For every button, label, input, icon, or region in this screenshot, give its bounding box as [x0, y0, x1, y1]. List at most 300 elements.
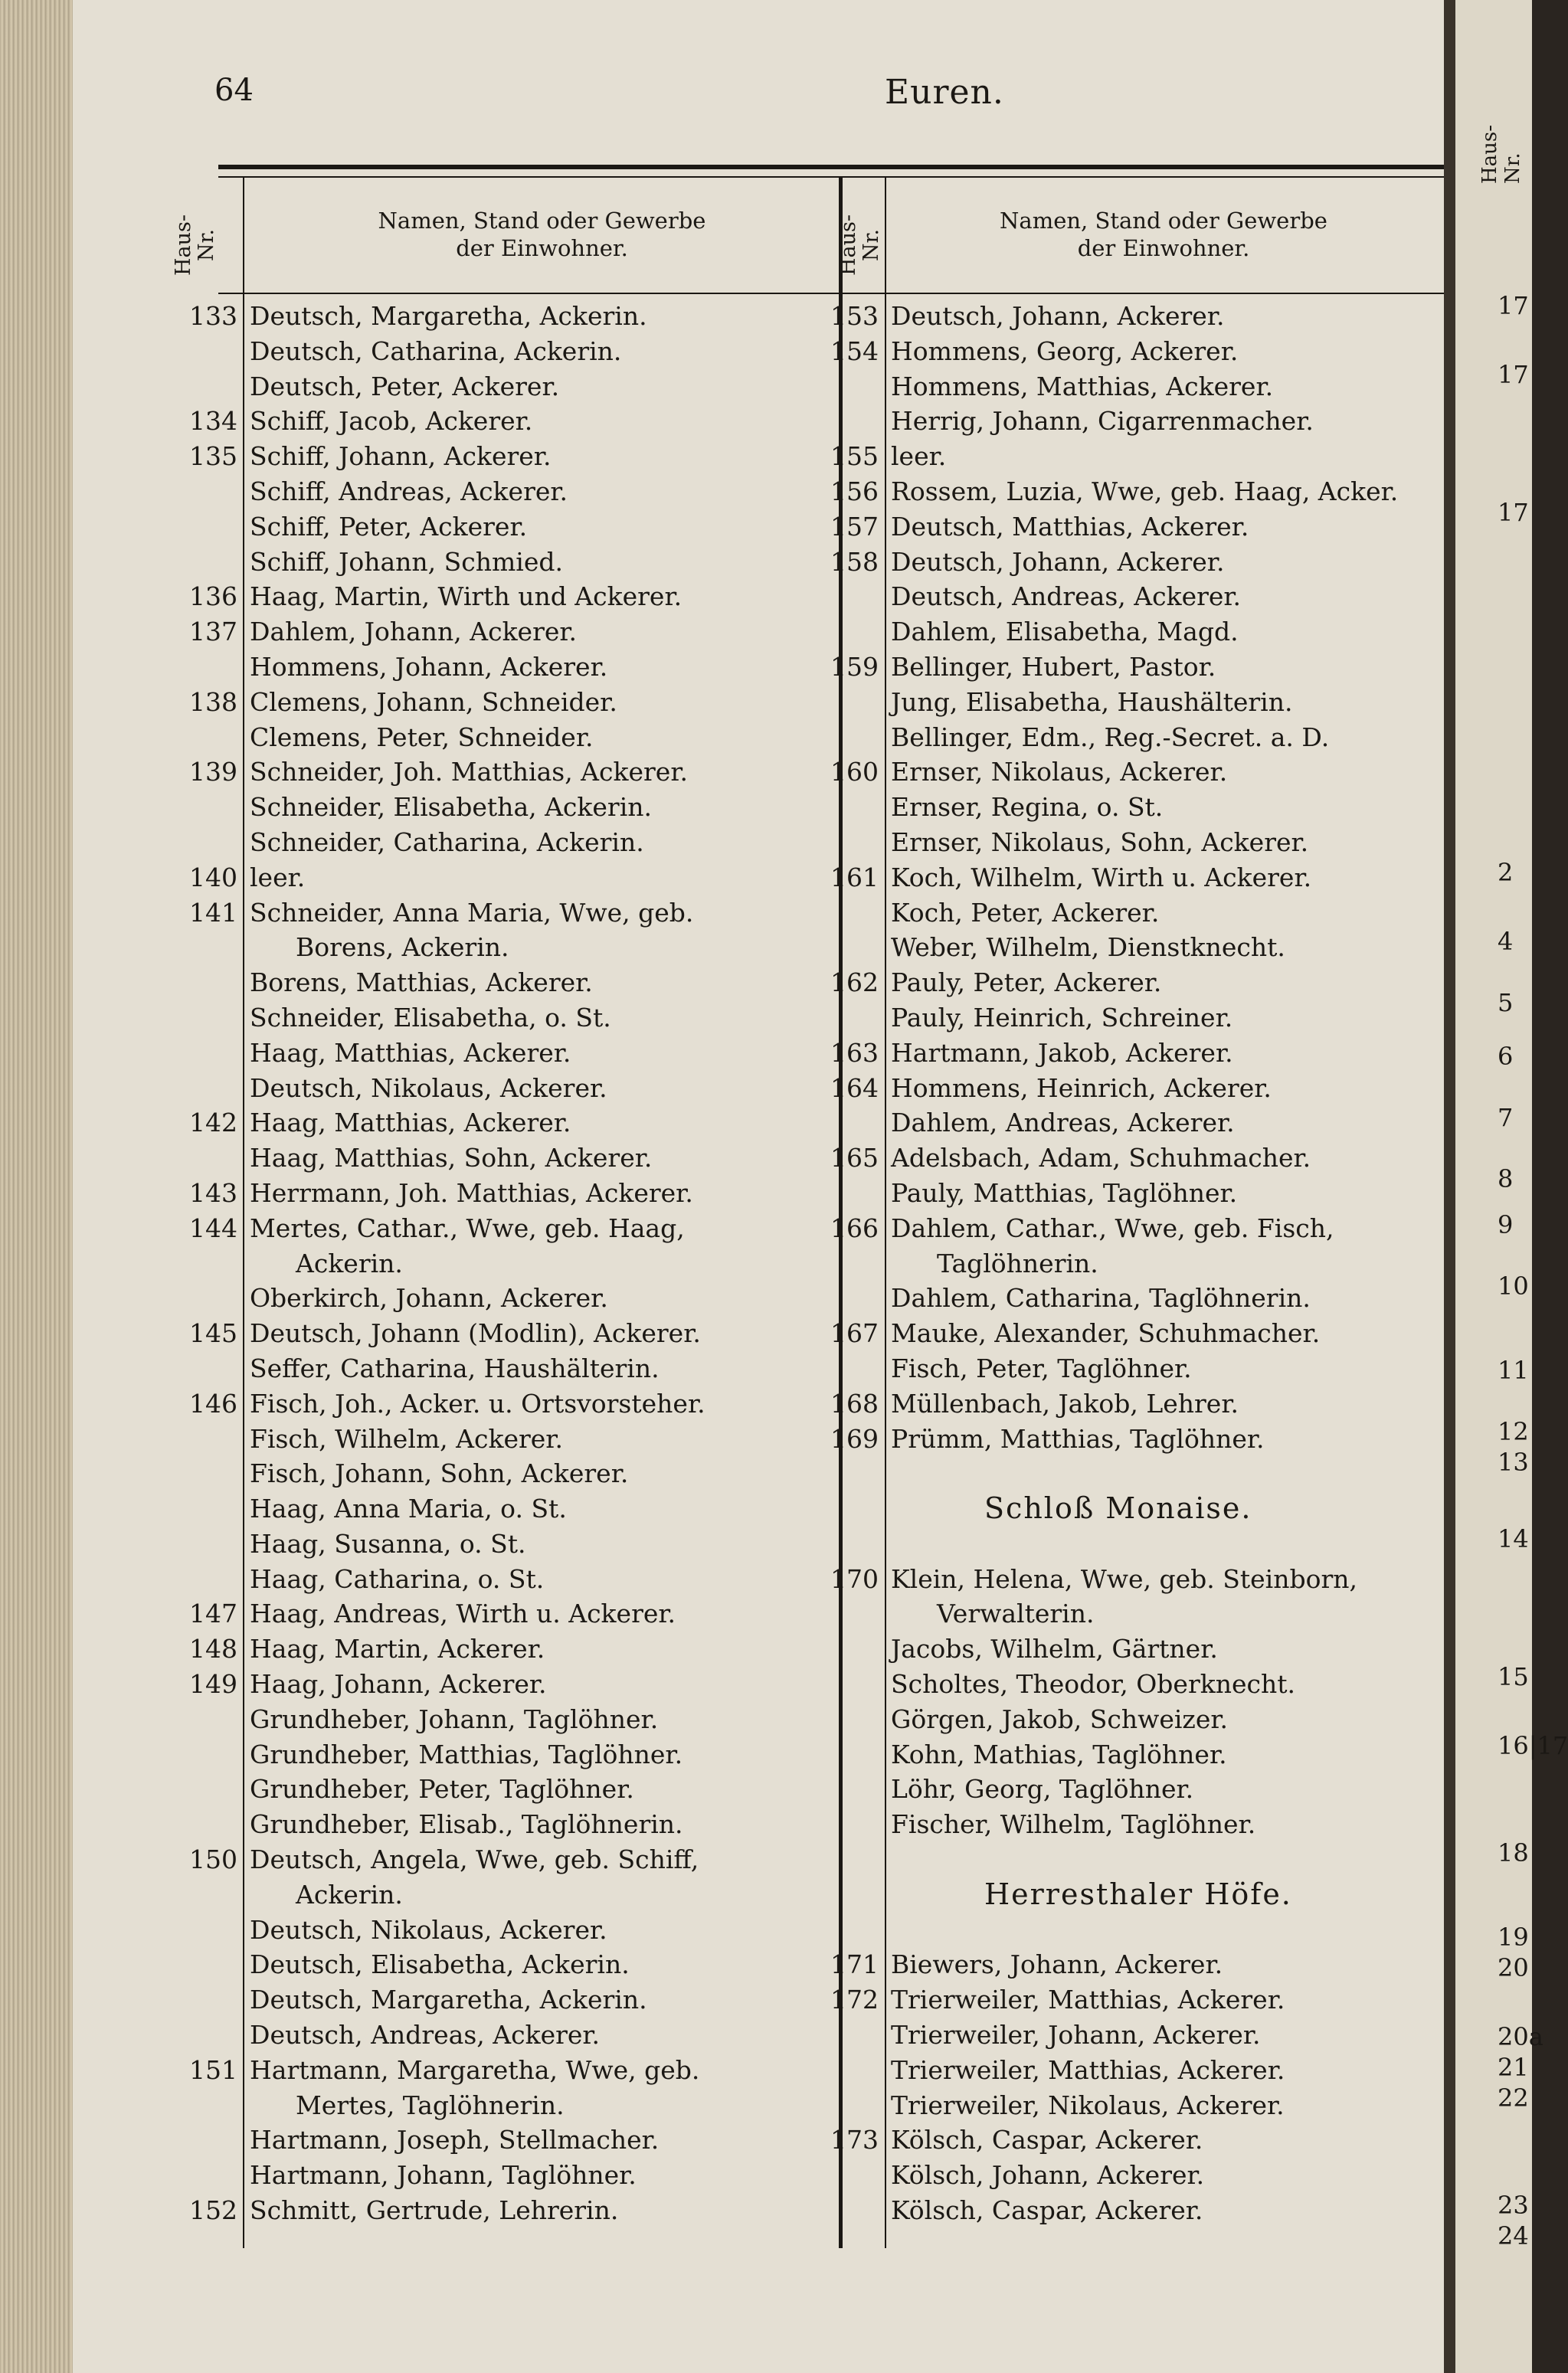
- resident-text: Oberkirch, Johann, Ackerer.: [250, 1283, 608, 1314]
- resident-text: Seffer, Catharina, Haushälterin.: [250, 1353, 660, 1383]
- next-page-house-number: 2: [1498, 858, 1514, 887]
- house-number: 158: [830, 546, 879, 577]
- house-number: 171: [830, 1949, 879, 1980]
- resident-text: Hommens, Georg, Ackerer.: [891, 335, 1239, 366]
- resident-entry: [787, 895, 1442, 931]
- resident-text: Kölsch, Caspar, Ackerer.: [891, 2195, 1203, 2226]
- resident-entry: [146, 1877, 839, 1913]
- resident-text: Herrig, Johann, Cigarrenmacher.: [891, 406, 1314, 437]
- table-top-rule: [218, 165, 1490, 169]
- house-number: 164: [830, 1072, 879, 1103]
- resident-entry: [787, 2088, 1442, 2123]
- resident-text: Schneider, Joh. Matthias, Ackerer.: [250, 757, 688, 787]
- resident-text: [885, 1456, 891, 1491]
- resident-entry: [146, 299, 839, 334]
- resident-text: [885, 1913, 891, 1948]
- resident-entry: [787, 1351, 1442, 1386]
- house-number: 168: [830, 1388, 879, 1419]
- resident-entry: [787, 474, 1442, 509]
- resident-entry: [146, 1667, 839, 1702]
- resident-entry: [787, 1596, 1442, 1632]
- resident-entry: [787, 404, 1442, 439]
- names-header-right-line1: Namen, Stand oder Gewerbe: [1000, 208, 1327, 234]
- house-number: 150: [189, 1844, 237, 1875]
- resident-text: Fischer, Wilhelm, Taglöhner.: [891, 1809, 1256, 1840]
- resident-entry: [787, 439, 1442, 474]
- resident-text: Pauly, Matthias, Taglöhner.: [891, 1177, 1238, 1208]
- next-page-fragment: [1455, 0, 1568, 2373]
- resident-entry: [787, 369, 1442, 404]
- resident-entry: [787, 1667, 1442, 1702]
- resident-text: Bellinger, Edm., Reg.-Secret. a. D.: [891, 722, 1330, 752]
- resident-entry: [787, 579, 1442, 614]
- resident-entry: [146, 1947, 839, 1982]
- next-page-house-number: 11: [1498, 1356, 1529, 1385]
- resident-entry: [146, 1982, 839, 2018]
- house-number: 154: [830, 335, 879, 366]
- house-number: 134: [189, 406, 237, 437]
- resident-entry: [787, 1105, 1442, 1141]
- house-number: [787, 1491, 885, 1527]
- house-number: 137: [189, 617, 237, 647]
- resident-text: Fisch, Joh., Acker. u. Ortsvorsteher.: [250, 1388, 705, 1419]
- resident-entry: [146, 930, 839, 965]
- house-number: 165: [830, 1143, 879, 1173]
- house-number: [787, 1737, 885, 1772]
- resident-entry: [146, 1105, 839, 1141]
- resident-text: Fisch, Wilhelm, Ackerer.: [250, 1423, 563, 1454]
- house-number: 151: [189, 2054, 237, 2085]
- resident-entry: [787, 1281, 1442, 1316]
- resident-text: Trierweiler, Johann, Ackerer.: [891, 2020, 1261, 2051]
- resident-text: Ernser, Nikolaus, Sohn, Ackerer.: [891, 826, 1309, 857]
- next-page-house-number: 6: [1498, 1042, 1514, 1071]
- house-number: [787, 1667, 885, 1702]
- resident-text: Deutsch, Margaretha, Ackerin.: [250, 1985, 647, 2015]
- resident-entry: [146, 1351, 839, 1386]
- resident-text: Borens, Ackerin.: [296, 932, 509, 963]
- resident-text: Hommens, Heinrich, Ackerer.: [891, 1072, 1272, 1103]
- resident-entry: [787, 1422, 1442, 1457]
- resident-entry: [787, 1246, 1442, 1281]
- resident-text: Mauke, Alexander, Schuhmacher.: [891, 1318, 1321, 1349]
- resident-entry: [787, 1913, 1442, 1948]
- resident-entry: [146, 860, 839, 895]
- next-page-house-number: 23: [1498, 2191, 1529, 2220]
- house-number: [146, 2018, 244, 2053]
- resident-text: Löhr, Georg, Taglöhner.: [891, 1774, 1194, 1805]
- resident-entry: [146, 1842, 839, 1877]
- house-number: [146, 930, 244, 965]
- next-page-house-number: 14: [1498, 1524, 1529, 1553]
- next-page-house-number: 19: [1498, 1923, 1529, 1952]
- resident-text: Hartmann, Joseph, Stellmacher.: [250, 2125, 660, 2155]
- resident-entry: [146, 1246, 839, 1281]
- house-number: [146, 2088, 244, 2123]
- house-number: [787, 1807, 885, 1842]
- house-number: [146, 965, 244, 1000]
- house-number: [146, 545, 244, 580]
- next-page-house-number: 18: [1498, 1838, 1529, 1867]
- house-number: [146, 1351, 244, 1386]
- resident-text: Ernser, Regina, o. St.: [891, 792, 1164, 823]
- resident-entry: [146, 790, 839, 825]
- resident-entry: [787, 1456, 1442, 1491]
- resident-text: Biewers, Johann, Ackerer.: [891, 1949, 1223, 1980]
- next-page-house-number: 13: [1498, 1448, 1529, 1477]
- resident-entry: [146, 2158, 839, 2193]
- next-page-house-number: 4: [1498, 927, 1514, 956]
- house-number: [787, 1456, 885, 1491]
- house-number: [787, 1351, 885, 1386]
- house-number: [146, 1877, 244, 1913]
- resident-entry: [146, 754, 839, 790]
- house-number: [146, 825, 244, 860]
- house-number: [146, 1036, 244, 1071]
- section-title: Schloß Monaise.: [984, 1491, 1252, 1526]
- resident-entry: [787, 1386, 1442, 1422]
- house-number: [146, 1562, 244, 1597]
- resident-text: Schiff, Johann, Schmied.: [250, 546, 563, 577]
- house-number: 170: [830, 1563, 879, 1594]
- resident-text: Schmitt, Gertrude, Lehrerin.: [250, 2195, 619, 2226]
- resident-text: Dahlem, Catharina, Taglöhnerin.: [891, 1283, 1311, 1314]
- house-number: 138: [189, 686, 237, 717]
- resident-text: Grundheber, Johann, Taglöhner.: [250, 1704, 659, 1734]
- house-number: [787, 1842, 885, 1877]
- resident-text: Hommens, Matthias, Ackerer.: [891, 371, 1274, 401]
- house-number: 163: [830, 1037, 879, 1068]
- resident-entry: [146, 2018, 839, 2053]
- house-number: 139: [189, 757, 237, 787]
- house-number: 140: [189, 862, 237, 892]
- house-number-header-left: Haus-Nr.: [172, 214, 218, 277]
- house-number: 173: [830, 2125, 879, 2155]
- section-heading: [787, 1877, 1442, 1913]
- resident-entry: [787, 1316, 1442, 1351]
- resident-entry: [146, 2053, 839, 2088]
- resident-entry: [787, 650, 1442, 685]
- resident-entry: [146, 1036, 839, 1071]
- resident-entry: [787, 1141, 1442, 1176]
- house-number: [787, 895, 885, 931]
- resident-entry: [787, 1702, 1442, 1737]
- resident-text: Fisch, Peter, Taglöhner.: [891, 1353, 1192, 1383]
- resident-text: Clemens, Peter, Schneider.: [250, 722, 594, 752]
- house-number: 146: [189, 1388, 237, 1419]
- resident-text: Koch, Peter, Ackerer.: [891, 897, 1160, 928]
- next-page-house-number: 21: [1498, 2053, 1529, 2082]
- resident-entry: [787, 1982, 1442, 2018]
- resident-text: Jung, Elisabetha, Haushälterin.: [891, 686, 1293, 717]
- house-number: [146, 1422, 244, 1457]
- house-number: 153: [830, 301, 879, 331]
- resident-entry: [146, 1807, 839, 1842]
- resident-entry: [787, 825, 1442, 860]
- resident-text: Verwalterin.: [937, 1599, 1095, 1629]
- resident-text: Müllenbach, Jakob, Lehrer.: [891, 1388, 1239, 1419]
- next-page-house-header: Haus-Nr.: [1478, 124, 1524, 184]
- house-number: [146, 1947, 244, 1982]
- house-number: 145: [189, 1318, 237, 1349]
- resident-entry: [146, 1632, 839, 1667]
- resident-entry: [146, 1000, 839, 1036]
- resident-text: Clemens, Johann, Schneider.: [250, 686, 617, 717]
- resident-text: Taglöhnerin.: [937, 1248, 1098, 1278]
- house-number: 144: [189, 1213, 237, 1243]
- names-header-left-line2: der Einwohner.: [456, 235, 628, 261]
- resident-entry: [146, 1422, 839, 1457]
- section-heading: [787, 1491, 1442, 1527]
- resident-text: Schiff, Peter, Ackerer.: [250, 511, 528, 542]
- house-number: [146, 650, 244, 685]
- resident-text: Dahlem, Elisabetha, Magd.: [891, 617, 1239, 647]
- house-number: [787, 1702, 885, 1737]
- resident-text: Kohn, Mathias, Taglöhner.: [891, 1739, 1227, 1769]
- resident-text: Haag, Catharina, o. St.: [250, 1563, 545, 1594]
- resident-text: Schneider, Anna Maria, Wwe, geb.: [250, 897, 694, 928]
- resident-text: Scholtes, Theodor, Oberknecht.: [891, 1669, 1295, 1700]
- resident-text: Schiff, Johann, Ackerer.: [250, 441, 552, 472]
- resident-entry: [146, 1386, 839, 1422]
- house-number: [146, 1456, 244, 1491]
- house-number: 133: [189, 301, 237, 331]
- house-number: [787, 1877, 885, 1913]
- resident-text: Görgen, Jakob, Schweizer.: [891, 1704, 1228, 1734]
- resident-text: Deutsch, Johann, Ackerer.: [891, 546, 1225, 577]
- house-number: [146, 1913, 244, 1948]
- house-number: [146, 1000, 244, 1036]
- resident-list-right: [787, 299, 1442, 2228]
- resident-text: leer.: [250, 862, 306, 892]
- page-number: 64: [214, 73, 254, 108]
- next-page-house-number: 9: [1498, 1210, 1514, 1239]
- resident-text: Pauly, Peter, Ackerer.: [891, 967, 1162, 998]
- house-number: [146, 1737, 244, 1772]
- house-number: [787, 1632, 885, 1667]
- house-number: 166: [830, 1213, 879, 1243]
- resident-text: leer.: [891, 441, 947, 472]
- resident-entry: [146, 1211, 839, 1246]
- next-page-house-number: 17: [1498, 360, 1529, 389]
- house-number-header-right: Haus-Nr.: [836, 214, 883, 277]
- resident-text: Weber, Wilhelm, Dienstknecht.: [891, 932, 1285, 963]
- resident-text: Trierweiler, Matthias, Ackerer.: [891, 1985, 1285, 2015]
- next-page-house-number: 17: [1498, 498, 1529, 527]
- next-page-house-number: 16|17: [1498, 1731, 1568, 1760]
- resident-entry: [787, 2158, 1442, 2193]
- resident-entry: [787, 1211, 1442, 1246]
- resident-entry: [787, 720, 1442, 755]
- resident-text: Deutsch, Andreas, Ackerer.: [891, 581, 1242, 612]
- resident-text: Trierweiler, Nikolaus, Ackerer.: [891, 2090, 1285, 2120]
- house-number: 159: [830, 651, 879, 682]
- resident-text: Schiff, Andreas, Ackerer.: [250, 476, 568, 506]
- resident-entry: [787, 509, 1442, 545]
- house-number: [787, 1176, 885, 1211]
- resident-text: Haag, Andreas, Wirth u. Ackerer.: [250, 1599, 676, 1629]
- next-page-house-number: 17: [1498, 291, 1529, 320]
- resident-entry: [146, 1071, 839, 1106]
- resident-entry: [146, 2193, 839, 2228]
- house-number: [787, 404, 885, 439]
- resident-entry: [146, 1141, 839, 1176]
- resident-text: Adelsbach, Adam, Schuhmacher.: [891, 1143, 1311, 1173]
- resident-text: Mertes, Cathar., Wwe, geb. Haag,: [250, 1213, 685, 1243]
- house-number: [787, 685, 885, 720]
- resident-entry: [146, 1596, 839, 1632]
- house-number: 143: [189, 1177, 237, 1208]
- resident-entry: [787, 2053, 1442, 2088]
- resident-entry: [146, 2123, 839, 2158]
- resident-entry: [787, 1632, 1442, 1667]
- house-number: [787, 2193, 885, 2228]
- next-page-house-number: 20a: [1498, 2022, 1543, 2051]
- resident-entry: [146, 685, 839, 720]
- house-number: 142: [189, 1108, 237, 1138]
- resident-text: Haag, Johann, Ackerer.: [250, 1669, 547, 1700]
- resident-text: [885, 1842, 891, 1877]
- resident-text: Hartmann, Jakob, Ackerer.: [891, 1037, 1233, 1068]
- book-page: [73, 0, 1444, 2373]
- resident-entry: [787, 930, 1442, 965]
- house-number: 160: [830, 757, 879, 787]
- resident-text: Haag, Susanna, o. St.: [250, 1528, 526, 1559]
- resident-text: Herrmann, Joh. Matthias, Ackerer.: [250, 1177, 693, 1208]
- next-page-house-number: 15: [1498, 1662, 1529, 1691]
- resident-text: Borens, Matthias, Ackerer.: [250, 967, 593, 998]
- house-number: [146, 1702, 244, 1737]
- house-number: [146, 720, 244, 755]
- resident-text: Rossem, Luzia, Wwe, geb. Haag, Acker.: [891, 476, 1399, 506]
- resident-text: Kölsch, Caspar, Ackerer.: [891, 2125, 1203, 2155]
- resident-entry: [146, 965, 839, 1000]
- resident-entry: [787, 965, 1442, 1000]
- resident-text: Haag, Anna Maria, o. St.: [250, 1494, 567, 1524]
- house-number: 169: [830, 1423, 879, 1454]
- resident-entry: [146, 474, 839, 509]
- house-number: [146, 369, 244, 404]
- house-number: [787, 825, 885, 860]
- resident-text: Grundheber, Peter, Taglöhner.: [250, 1774, 634, 1805]
- house-number: 149: [189, 1669, 237, 1700]
- names-header-right: [887, 207, 1440, 262]
- resident-entry: [146, 369, 839, 404]
- resident-entry: [146, 1737, 839, 1772]
- house-number: [146, 474, 244, 509]
- resident-entry: [146, 825, 839, 860]
- resident-text: Hartmann, Margaretha, Wwe, geb.: [250, 2054, 700, 2085]
- resident-entry: [787, 545, 1442, 580]
- next-page-house-number: 5: [1498, 988, 1514, 1017]
- resident-entry: [787, 1562, 1442, 1597]
- house-number: [787, 790, 885, 825]
- resident-text: Deutsch, Matthias, Ackerer.: [891, 511, 1249, 542]
- resident-text: Kölsch, Johann, Ackerer.: [891, 2160, 1205, 2191]
- house-number: [787, 2088, 885, 2123]
- house-number: 148: [189, 1634, 237, 1664]
- resident-entry: [787, 299, 1442, 334]
- resident-text: Schneider, Elisabetha, Ackerin.: [250, 792, 653, 823]
- resident-entry: [146, 509, 839, 545]
- next-page-house-number: 8: [1498, 1164, 1514, 1193]
- resident-entry: [146, 1913, 839, 1948]
- resident-entry: [787, 685, 1442, 720]
- house-number: [787, 1527, 885, 1562]
- house-number: 136: [189, 581, 237, 612]
- resident-text: Ernser, Nikolaus, Ackerer.: [891, 757, 1228, 787]
- resident-entry: [787, 1947, 1442, 1982]
- house-number: [146, 1772, 244, 1807]
- house-number: 172: [830, 1985, 879, 2015]
- house-number: [146, 1491, 244, 1527]
- resident-entry: [787, 1842, 1442, 1877]
- house-number: [146, 1281, 244, 1316]
- resident-text: Grundheber, Elisab., Taglöhnerin.: [250, 1809, 683, 1840]
- resident-entry: [787, 1036, 1442, 1071]
- house-number: [787, 2158, 885, 2193]
- resident-text: Prümm, Matthias, Taglöhner.: [891, 1423, 1265, 1454]
- house-number: [787, 1772, 885, 1807]
- next-page-house-number: 7: [1498, 1103, 1514, 1132]
- house-number: [787, 369, 885, 404]
- resident-text: Deutsch, Johann (Modlin), Ackerer.: [250, 1318, 701, 1349]
- house-number: [787, 1281, 885, 1316]
- resident-text: Fisch, Johann, Sohn, Ackerer.: [250, 1458, 629, 1489]
- resident-entry: [787, 754, 1442, 790]
- house-number: 155: [830, 441, 879, 472]
- resident-text: Jacobs, Wilhelm, Gärtner.: [891, 1634, 1218, 1664]
- resident-entry: [146, 1772, 839, 1807]
- resident-text: Deutsch, Angela, Wwe, geb. Schiff,: [250, 1844, 699, 1875]
- resident-list-left: [146, 299, 839, 2228]
- resident-entry: [787, 2018, 1442, 2053]
- resident-entry: [146, 1491, 839, 1527]
- resident-text: Dahlem, Andreas, Ackerer.: [891, 1108, 1235, 1138]
- resident-entry: [146, 545, 839, 580]
- resident-entry: [787, 1527, 1442, 1562]
- names-header-left-line1: Namen, Stand oder Gewerbe: [378, 208, 706, 234]
- house-number: 147: [189, 1599, 237, 1629]
- resident-entry: [787, 790, 1442, 825]
- resident-entry: [146, 1562, 839, 1597]
- resident-entry: [787, 1772, 1442, 1807]
- resident-entry: [787, 1176, 1442, 1211]
- resident-text: Deutsch, Andreas, Ackerer.: [250, 2020, 601, 2051]
- house-number: 141: [189, 897, 237, 928]
- house-number: 157: [830, 511, 879, 542]
- resident-text: Haag, Matthias, Sohn, Ackerer.: [250, 1143, 653, 1173]
- resident-text: [885, 1527, 891, 1562]
- resident-entry: [146, 2088, 839, 2123]
- house-number: [146, 334, 244, 369]
- resident-text: Grundheber, Matthias, Taglöhner.: [250, 1739, 683, 1769]
- house-number: [787, 720, 885, 755]
- house-number: [146, 2158, 244, 2193]
- resident-text: Dahlem, Johann, Ackerer.: [250, 617, 578, 647]
- resident-text: Trierweiler, Matthias, Ackerer.: [891, 2054, 1285, 2085]
- running-head: Euren.: [885, 73, 1004, 112]
- resident-entry: [787, 860, 1442, 895]
- resident-entry: [787, 1737, 1442, 1772]
- house-number: [787, 614, 885, 650]
- resident-entry: [787, 1807, 1442, 1842]
- resident-entry: [146, 1527, 839, 1562]
- house-number: [146, 1141, 244, 1176]
- house-number: [787, 1246, 885, 1281]
- resident-entry: [146, 650, 839, 685]
- house-number: [787, 1105, 885, 1141]
